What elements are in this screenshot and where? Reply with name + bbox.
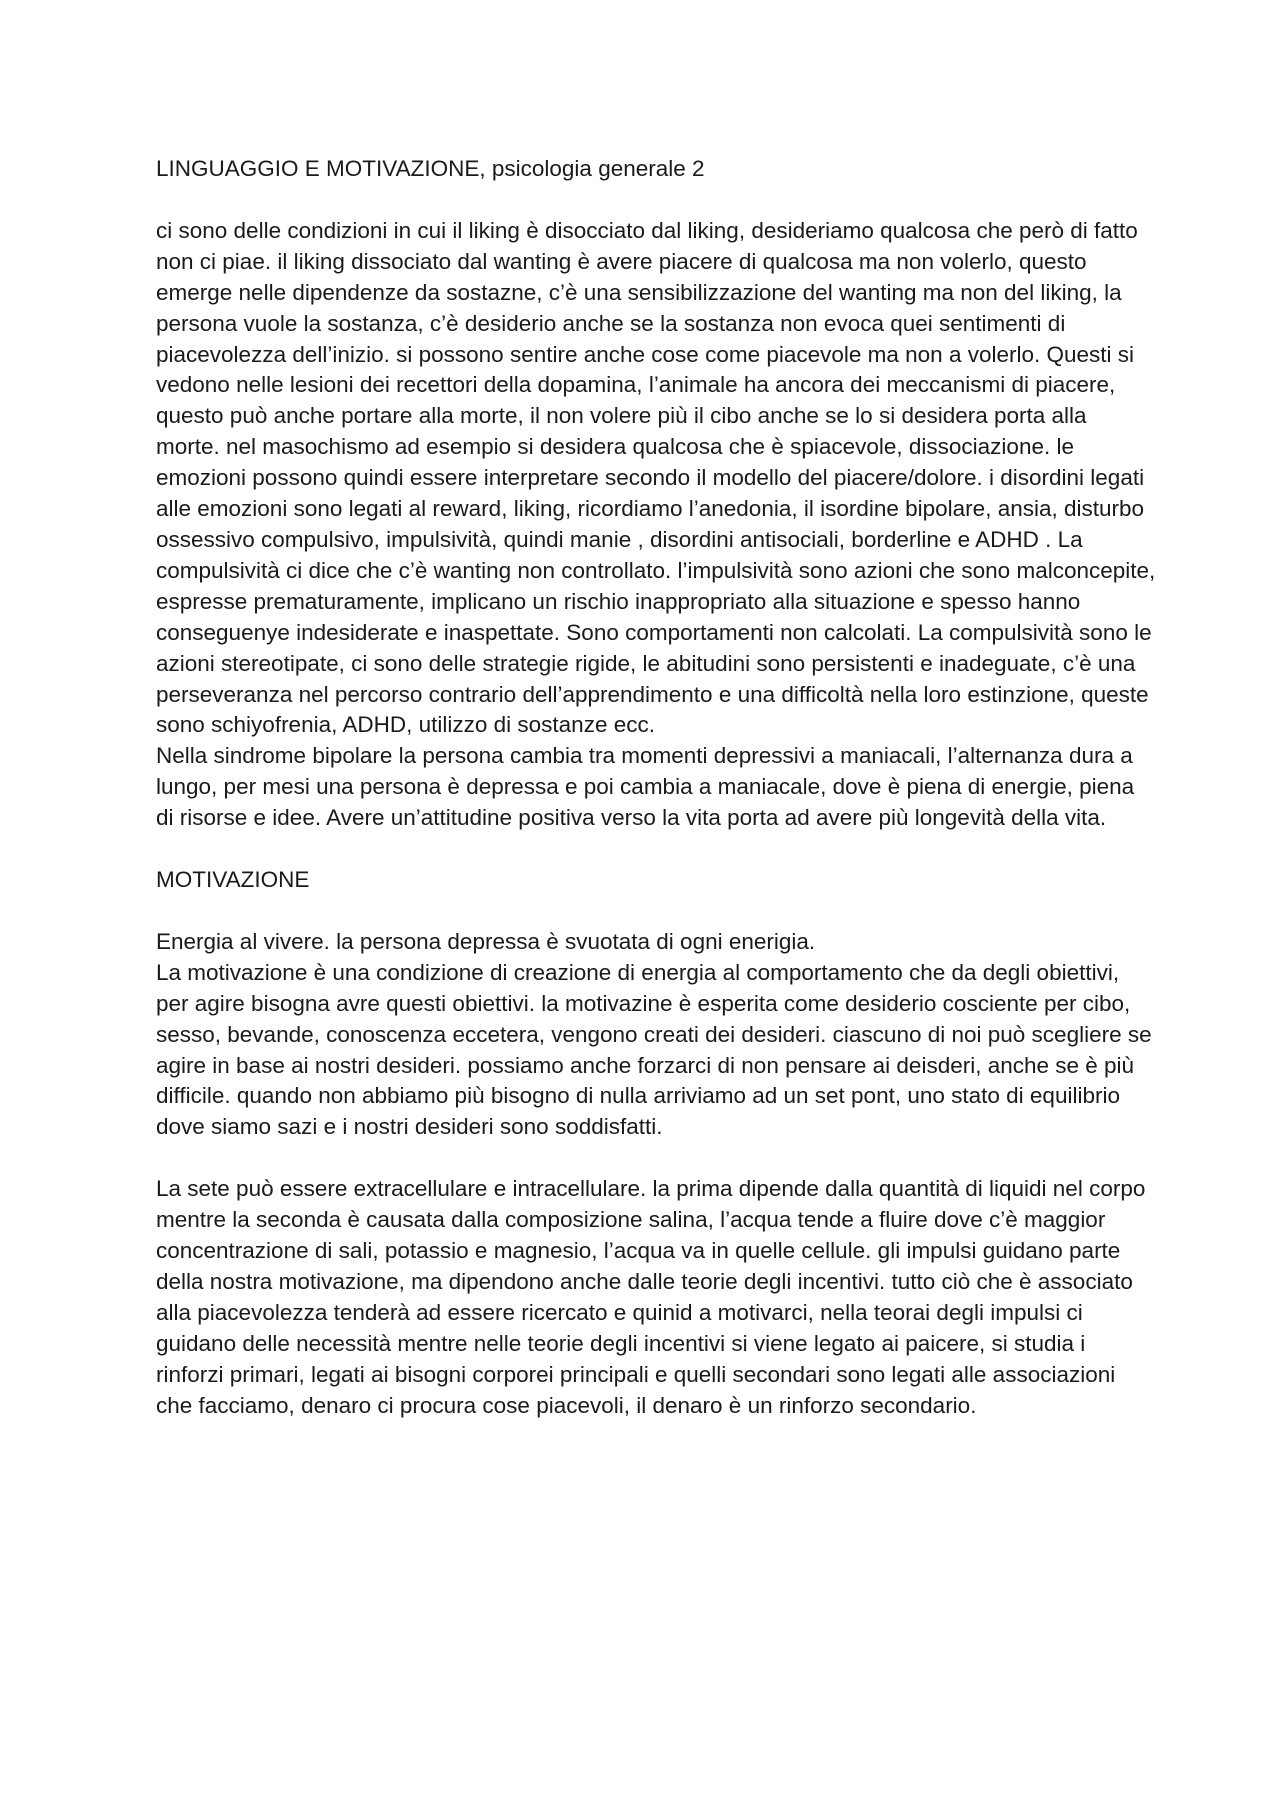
paragraph-bipolar: Nella sindrome bipolare la persona cambia tra momenti depressivi a maniacali, l’alternanza dura a lungo, per mesi una persona è depressa e poi cambia a maniacale, dove è piena di energie, piena di risorse e idee. Avere un’attitudine positiva verso la vita porta ad avere più longevità della vita. [156,743,1135,831]
paragraph-energia: Energia al vivere. la persona depressa è svuotata di ogni enerigia. [156,928,816,954]
document-title: LINGUAGGIO E MOTIVAZIONE, psicologia generale 2 [156,156,705,181]
section-heading-motivazione: MOTIVAZIONE [156,867,310,893]
paragraph-spacer [156,1143,1156,1174]
document-page [156,154,1156,1421]
paragraph-liking-wanting: ci sono delle condizioni in cui il liking è disocciato dal liking, desideriamo qualcosa che però di fatto non ci piae. il liking dissociato dal wanting è avere piacere di qualcosa ma non volerlo, questo emerge nelle dipendenze da sostazne, c’è una sensibilizzazione del wanting ma non del liking, la persona vuole la sostanza, c’è desiderio anche se la sostanza non evoca quei sentimenti di piacevolezza dell’inizio. si possono sentire anche cose come piacevole ma non a volerlo. Questi si vedono nelle lesioni dei recettori della dopamina, l’animale ha ancora dei meccanismi di piacere, questo può anche portare alla morte, il non volere più il cibo anche se lo si desidera porta alla morte. nel masochismo ad esempio si desidera qualcosa che è spiacevole, dissociazione. le emozioni possono quindi essere interpretare secondo il modello del piacere/dolore. i disordini legati alle emozioni sono legati al reward, liking, ricordiamo l’anedonia, il isordine bipolare, ansia, disturbo ossessivo compulsivo, impulsività, quindi manie , disordini antisociali, borderline e ADHD . La compulsività ci dice che c’è wanting non controllato. l’impulsività sono azioni che sono malconcepite, espresse prematuramente, implicano un rischio inappropriato alla situazione e spesso hanno conseguenye indesiderate e inaspettate. Sono comportamenti non calcolati. La compulsività sono le azioni stereotipate, ci sono delle strategie rigide, le abitudini sono persistenti e inadeguate, c’è una perseveranza nel percorso contrario dell’apprendimento e una difficoltà nella loro estinzione, queste sono schiyofrenia, ADHD, utilizzo di sostanze ecc. [156,217,1156,738]
paragraph-sete: La sete può essere extracellulare e intracellulare. la prima dipende dalla quantità di liquidi nel corpo mentre la seconda è causata dalla composizione salina, l’acqua tende a fluire dove c’è maggior concentrazione di sali, potassio e magnesio, l’acqua va in quelle cellule. gli impulsi guidano parte della nostra motivazione, ma dipendono anche dalle teorie degli incentivi. tutto ciò che è associato alla piacevolezza tenderà ad essere ricercato e quinid a motivarci, nella teorai degli impulsi ci guidano delle necessità mentre nelle teorie degli incentivi si viene legato ai paicere, si studia i rinforzi primari, legati ai bisogni corporei principali e quelli secondari sono legati alle associazioni che facciamo, denaro ci procura cose piacevoli, il denaro è un rinforzo secondario. [156,1176,1146,1418]
paragraph-motivazione-definizione: La motivazione è una condizione di creazione di energia al comportamento che da degli obiettivi, per agire bisogna avre questi obiettivi. la motivazine è esperita come desiderio cosciente per cibo, sesso, bevande, conoscenza eccetera, vengono creati dei desideri. ciascuno di noi può scegliere se agire in base ai nostri desideri. possiamo anche forzarci di non pensare ai deisderi, anche se è più difficile. quando non abbiamo più bisogno di nulla arriviamo ad un set pont, uno stato di equilibrio dove siamo sazi e i nostri desideri sono soddisfatti. [156,959,1152,1140]
